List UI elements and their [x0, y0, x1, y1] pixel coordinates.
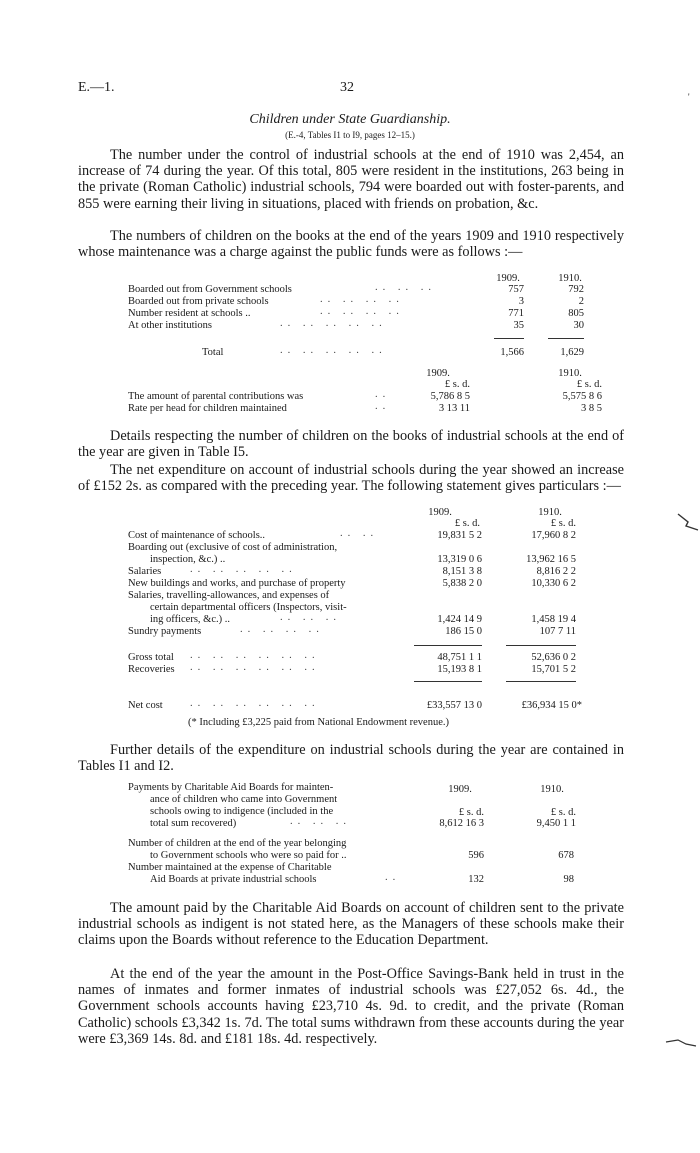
leader-dots: .. .. .. .. — [320, 306, 404, 317]
table-cell: 30 — [573, 320, 584, 331]
table-row-label: New buildings and works, and purchase of property — [128, 578, 346, 589]
table-row-label: Boarded out from Government schools — [128, 284, 292, 295]
table-row-label: certain departmental officers (Inspectors, visit- — [150, 602, 347, 613]
leader-dots: .. .. .. — [290, 816, 351, 827]
margin-pencil-mark — [676, 508, 700, 539]
table-cell: 8,612 16 3 — [439, 818, 484, 829]
margin-pencil-mark — [664, 1036, 698, 1055]
table-row-label: Number maintained at the expense of Charitable — [128, 862, 332, 873]
total-label: Total — [202, 347, 224, 358]
gross-total-1909: 48,751 1 1 — [437, 652, 482, 663]
gross-total-label: Gross total — [128, 652, 174, 663]
leader-dots: .. .. .. .. .. — [190, 564, 297, 575]
table-row-label: Payments by Charitable Aid Boards for mainten- — [128, 782, 334, 793]
year-1909-header: 1909. — [448, 784, 472, 795]
leader-dots: .. — [385, 872, 401, 883]
year-1909-header: 1909. — [496, 273, 520, 284]
table-cell: 1,458 19 4 — [531, 614, 576, 625]
paragraph-1: The number under the control of industrial schools at the end of 1910 was 2,454, an increase of 74 during the year. Of this total, 805 were resident in the institutions, 263 being in the private (Roman Catholic) industrial schools, 794 were boarded out with foster-parents, and 855 were earning their living in situations, placed with friends on probation, &c. — [78, 147, 624, 212]
currency-units: £ s. d. — [454, 518, 480, 529]
table-cell: 13,962 16 5 — [526, 554, 576, 565]
gross-total-1910: 52,636 0 2 — [531, 652, 576, 663]
table-cell: 8,816 2 2 — [536, 566, 576, 577]
recoveries-1910: 15,701 5 2 — [531, 664, 576, 675]
leader-dots: .. .. .. .. .. — [280, 345, 387, 356]
sum-rule — [494, 338, 524, 339]
paragraph-4: The net expenditure on account of industrial schools during the year showed an increase of £152 2s. as compared with the preceding year. The following statement gives particulars :— — [78, 462, 624, 495]
recoveries-1909: 15,193 8 1 — [437, 664, 482, 675]
paragraph-3: Details respecting the number of children on the books of industrial schools at the end of the year are given in Table I5. — [78, 428, 624, 461]
table-cell: 132 — [468, 874, 484, 885]
table-cell: 98 — [563, 874, 574, 885]
year-1910-header: 1910. — [558, 368, 582, 379]
recoveries-label: Recoveries — [128, 664, 175, 675]
table-row-label: Aid Boards at private industrial schools — [150, 874, 317, 885]
table-cell: 9,450 1 1 — [536, 818, 576, 829]
year-1909-header: 1909. — [426, 368, 450, 379]
currency-units: £ s. d. — [458, 807, 484, 818]
table-row-label: schools owing to indigence (included in the — [150, 806, 334, 817]
currency-units: £ s. d. — [444, 379, 470, 390]
margin-mark: ' — [688, 92, 690, 102]
table-cell: 17,960 8 2 — [531, 530, 576, 541]
leader-dots: .. — [375, 401, 391, 412]
table-cell: 35 — [513, 320, 524, 331]
table-cell: 5,786 8 5 — [430, 391, 470, 402]
leader-dots: .. .. .. — [375, 282, 436, 293]
table-cell: 5,575 8 6 — [562, 391, 602, 402]
page-ref: E.—1. — [78, 80, 115, 95]
table-cell: 3 13 11 — [438, 403, 470, 414]
page-number: 32 — [340, 80, 354, 95]
currency-units: £ s. d. — [550, 518, 576, 529]
table-row-label: total sum recovered) — [150, 818, 237, 829]
sum-rule — [506, 645, 576, 646]
table-footnote: (* Including £3,225 paid from National Endowment revenue.) — [188, 717, 449, 728]
table-cell: 8,151 3 8 — [442, 566, 482, 577]
year-1910-header: 1910. — [538, 507, 562, 518]
table-row-label: Boarded out from private schools — [128, 296, 269, 307]
table-row-label: Number of children at the end of the year belonging — [128, 838, 347, 849]
total-1909: 1,566 — [500, 347, 524, 358]
table-row-label: Salaries, travelling-allowances, and expenses of — [128, 590, 330, 601]
net-cost-1910: £36,934 15 0* — [521, 700, 582, 711]
leader-dots: .. .. .. .. .. .. — [190, 698, 320, 709]
leader-dots: .. — [375, 389, 391, 400]
sum-rule — [414, 681, 482, 682]
table-cell: 2 — [578, 296, 584, 307]
paragraph-2: The numbers of children on the books at the end of the years 1909 and 1910 respectively whose maintenance was a charge against the public funds were as follows :— — [78, 228, 624, 261]
total-1910: 1,629 — [560, 347, 584, 358]
net-cost-label: Net cost — [128, 700, 163, 711]
table-cell: 186 15 0 — [445, 626, 482, 637]
sum-rule — [506, 681, 576, 682]
table-cell: 13,319 0 6 — [437, 554, 482, 565]
leader-dots: .. .. — [340, 528, 379, 539]
table-cell: 3 8 5 — [581, 403, 602, 414]
table-cell: 5,838 2 0 — [442, 578, 482, 589]
net-cost-1909: £33,557 13 0 — [426, 700, 482, 711]
table-row-label: The amount of parental contributions was — [128, 391, 304, 402]
currency-units: £ s. d. — [576, 379, 602, 390]
sum-rule — [414, 645, 482, 646]
paragraph-7: At the end of the year the amount in the Post-Office Savings-Bank held in trust in the names of inmates and former inmates of industrial schools was £27,052 6s. 4d., the Government schools accounts having £23,710 4s. 9d. to credit, and the private (Roman Catholic) schools £3,342 1s. 7d. The total sums withdrawn from these accounts during the year were £3,369 14s. 8d. and £181 18s. 4d. respectively. — [78, 966, 624, 1047]
section-subtitle: (E.-4, Tables I1 to I9, pages 12–15.) — [285, 130, 415, 140]
paragraph-6: The amount paid by the Charitable Aid Boards on account of children sent to the private industrial schools as indigent is not stated here, as the Managers of these schools make their claims upon the Boards without reference to the Education Department. — [78, 900, 624, 949]
table-cell: 792 — [568, 284, 584, 295]
leader-dots: .. .. .. .. — [320, 294, 404, 305]
table-row-label: Cost of maintenance of schools.. — [128, 530, 266, 541]
table-row-label: Rate per head for children maintained — [128, 403, 287, 414]
table-cell: 1,424 14 9 — [437, 614, 482, 625]
table-cell: 3 — [518, 296, 524, 307]
table-row-label: Salaries — [128, 566, 162, 577]
table-row-label: ing officers, &c.) .. — [150, 614, 230, 625]
table-row-label: Number resident at schools .. — [128, 308, 251, 319]
sum-rule — [548, 338, 584, 339]
year-1910-header: 1910. — [540, 784, 564, 795]
leader-dots: .. .. .. — [280, 612, 341, 623]
year-1910-header: 1910. — [558, 273, 582, 284]
leader-dots: .. .. .. .. .. .. — [190, 662, 320, 673]
year-1909-header: 1909. — [428, 507, 452, 518]
table-cell: 678 — [558, 850, 574, 861]
leader-dots: .. .. .. .. — [240, 624, 324, 635]
table-row-label: At other institutions — [128, 320, 212, 331]
table-cell: 805 — [568, 308, 584, 319]
table-row-label: Sundry payments — [128, 626, 202, 637]
table-row-label: to Government schools who were so paid for .. — [150, 850, 347, 861]
table-cell: 771 — [508, 308, 524, 319]
table-cell: 19,831 5 2 — [437, 530, 482, 541]
table-cell: 596 — [468, 850, 484, 861]
table-row-label: Boarding out (exclusive of cost of administration, — [128, 542, 338, 553]
leader-dots: .. .. .. .. .. .. — [190, 650, 320, 661]
paragraph-5: Further details of the expenditure on industrial schools during the year are contained in Tables I1 and I2. — [78, 742, 624, 775]
section-title: Children under State Guardianship. — [249, 112, 451, 127]
table-row-label: inspection, &c.) .. — [150, 554, 226, 565]
currency-units: £ s. d. — [550, 807, 576, 818]
table-cell: 10,330 6 2 — [531, 578, 576, 589]
leader-dots: .. .. .. .. .. — [280, 318, 387, 329]
table-row-label: ance of children who came into Government — [150, 794, 338, 805]
table-cell: 757 — [508, 284, 524, 295]
table-cell: 107 7 11 — [539, 626, 576, 637]
